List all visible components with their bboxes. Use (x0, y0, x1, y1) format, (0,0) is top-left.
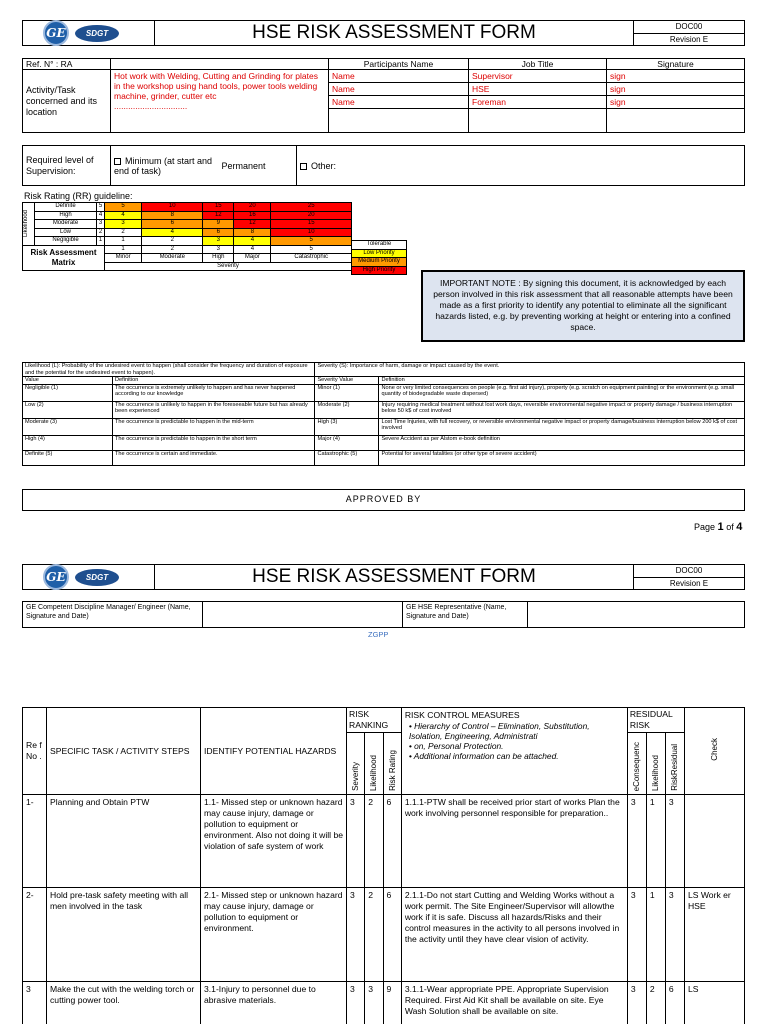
supervision-table (22, 145, 745, 186)
risk-table (22, 707, 745, 1024)
likelihood-row-label: Negligible (35, 237, 97, 246)
zgpp-text: ZGPP (368, 630, 389, 639)
revision: Revision E (669, 34, 709, 44)
matrix-cell: 3 (203, 237, 234, 246)
severity-definition: Severe Accident as per Alstom e-book definition (379, 435, 745, 450)
participant-sign[interactable] (607, 109, 745, 133)
severity-definition: Potential for several fatalities (or other type of severe accident) (379, 450, 745, 465)
control-bullet: • Additional information can be attached. (409, 751, 624, 761)
likelihood-definition: The occurrence is certain and immediate. (113, 450, 315, 465)
row-residual-risk: 3 (665, 888, 684, 982)
option-permanent-label: Permanent (221, 160, 266, 171)
row-residual-likelihood: 1 (646, 888, 665, 982)
manager-label: GE Competent Discipline Manager/ Engineer (Name, Signature and Date) (23, 602, 203, 628)
row-likelihood: 2 (365, 795, 383, 888)
row-control: 1.1.1-PTW shall be received prior start of works Plan the work involving personnel responsible for preparation.. (401, 795, 627, 888)
col-residual-risk: RiskResidual (670, 744, 680, 791)
page2-header (22, 564, 745, 590)
row-severity: 3 (347, 795, 365, 888)
likelihood-value: Moderate (3) (23, 418, 113, 435)
matrix-label: Risk Assessment Matrix (23, 245, 105, 271)
matrix-cell: 16 (234, 211, 271, 220)
col-severity-definition: Definition (379, 377, 745, 385)
participant-job[interactable]: Supervisor (469, 70, 607, 83)
matrix-cell: 5 (271, 237, 352, 246)
matrix-cell: 15 (271, 220, 352, 229)
ge-logo: GE (43, 20, 69, 46)
severity-number: 4 (234, 245, 271, 254)
matrix-cell: 20 (271, 211, 352, 220)
row-residual-likelihood: 1 (646, 795, 665, 888)
matrix-cell: 4 (142, 228, 203, 237)
option-minimum[interactable] (111, 146, 219, 186)
revision: Revision E (669, 578, 709, 588)
severity-number: 5 (271, 245, 352, 254)
manager-signature[interactable] (203, 602, 403, 628)
likelihood-row-number: 3 (97, 220, 105, 229)
row-risk-rating: 9 (383, 982, 401, 1024)
likelihood-row-number: 4 (97, 211, 105, 220)
hse-rep-signature[interactable] (528, 602, 745, 628)
matrix-cell: 4 (105, 211, 142, 220)
likelihood-row-number: 1 (97, 237, 105, 246)
severity-value: Catastrophic (5) (315, 450, 379, 465)
page1-header (22, 20, 745, 46)
ge-logo: GE (43, 564, 69, 590)
likelihood-value: Negligible (1) (23, 384, 113, 401)
participant-name[interactable] (329, 109, 469, 133)
likelihood-value: Definite (5) (23, 450, 113, 465)
matrix-cell: 2 (105, 228, 142, 237)
option-permanent[interactable] (219, 146, 297, 186)
severity-label: Minor (105, 254, 142, 263)
sdgt-logo: SDGT (75, 569, 119, 586)
row-task: Planning and Obtain PTW (47, 795, 201, 888)
col-severity: Severity (351, 762, 361, 791)
legend-tolerable: Tolerable (352, 241, 407, 250)
col-value: Value (23, 377, 113, 385)
sdgt-logo: SDGT (75, 25, 119, 42)
likelihood-row-label: Low (35, 228, 97, 237)
doc-box (634, 565, 744, 589)
row-ref: 3 (23, 982, 47, 1024)
matrix-cell: 3 (105, 220, 142, 229)
page-current: 1 (717, 521, 724, 533)
participant-job[interactable]: Foreman (469, 96, 607, 109)
col-consequence: eConsequenc (632, 741, 642, 791)
col-check: Check (709, 738, 719, 761)
supervision-label: Required level of Supervision: (23, 146, 111, 186)
severity-label: Major (234, 254, 271, 263)
option-other-label: Other: (311, 160, 337, 171)
row-control: 2.1.1-Do not start Cutting and Welding Works without a work permit. The Site Engineer/Supervisor will allowthe work if it is safe. Discuss all hazards/Risks and their control measures in the activity to all persons involved in the activity until they have clear vision of activity. (401, 888, 627, 982)
signature-header: Signature (607, 59, 745, 70)
row-check (684, 795, 744, 888)
col-controls (401, 708, 627, 795)
likelihood-definition: The occurrence is predictable to happen in the mid-term (113, 418, 315, 435)
col-risk-rating: Risk Rating (387, 750, 397, 791)
option-other[interactable] (297, 146, 745, 186)
col-ranking: RISK RANKING (347, 708, 402, 733)
page-number (694, 521, 742, 533)
participant-sign[interactable]: sign (607, 70, 745, 83)
row-risk-rating: 6 (383, 888, 401, 982)
matrix-cell: 6 (203, 228, 234, 237)
risk-matrix (22, 202, 352, 271)
page-total: 4 (736, 521, 743, 533)
likelihood-row-number: 5 (97, 203, 105, 212)
col-task: SPECIFIC TASK / ACTIVITY STEPS (47, 708, 201, 795)
likelihood-row-label: High (35, 211, 97, 220)
matrix-cell: 1 (105, 237, 142, 246)
severity-axis-label: Severity (105, 262, 352, 271)
row-ref: 1- (23, 795, 47, 888)
approval-table (22, 601, 745, 628)
matrix-cell: 10 (271, 228, 352, 237)
form-title: HSE RISK ASSESSMENT FORM (155, 565, 634, 589)
hse-rep-label: GE HSE Representative (Name, Signature and Date) (403, 602, 528, 628)
row-severity: 3 (347, 888, 365, 982)
legend-high-priority: High Priority (352, 266, 407, 275)
legend-low-priority: Low Priority (352, 249, 407, 258)
logo-area (23, 565, 155, 589)
likelihood-def-header: Likelihood (L): Probability of the undesired event to happen (shall consider the frequency and duration of exposure and the potential for the undesired event to happen). (23, 363, 315, 377)
participant-name[interactable]: Name (329, 83, 469, 96)
likelihood-value: Low (2) (23, 401, 113, 418)
severity-value: Moderate (2) (315, 401, 379, 418)
matrix-cell: 8 (142, 211, 203, 220)
likelihood-row-label: Definite (35, 203, 97, 212)
row-check: LS (684, 982, 744, 1024)
likelihood-definition: The occurrence is extremely unlikely to happen and has never happened according to our knowledge (113, 384, 315, 401)
matrix-cell: 25 (271, 203, 352, 212)
activity-description (111, 70, 329, 133)
participant-sign[interactable]: sign (607, 83, 745, 96)
row-ref: 2- (23, 888, 47, 982)
doc-number: DOC00 (634, 565, 744, 578)
priority-legend (351, 240, 407, 275)
checkbox[interactable] (114, 158, 121, 165)
severity-definition: Injury requiring medical treatment without lost work days, reversible environmental negative impact or property damage / business interruption below 50 k$ of cost involved (379, 401, 745, 418)
form-title: HSE RISK ASSESSMENT FORM (155, 21, 634, 45)
row-control: 3.1.1-Wear appropriate PPE. Appropriate Supervision Required. First Aid Kit shall be available on site. Eye Wash Solution shall be available on site. (401, 982, 627, 1024)
legend-medium-priority: Medium Priority (352, 258, 407, 267)
severity-number: 2 (142, 245, 203, 254)
row-task: Hold pre-task safety meeting with all men involved in the task (47, 888, 201, 982)
severity-value: Major (4) (315, 435, 379, 450)
severity-definition: Lost Time Injuries, with full recovery, or reversible environmental negative impact or property damage/business interruption below 200 k$ of cost involved (379, 418, 745, 435)
row-residual-risk: 3 (665, 795, 684, 888)
participants-table (22, 58, 745, 133)
row-task: Make the cut with the welding torch or cutting power tool. (47, 982, 201, 1024)
job-title-header: Job Title (469, 59, 607, 70)
row-severity: 3 (347, 982, 365, 1024)
participant-name[interactable]: Name (329, 70, 469, 83)
col-controls-title: RISK CONTROL MEASURES (404, 710, 520, 720)
col-residual-likelihood: Likelihood (651, 754, 661, 791)
row-consequence: 3 (627, 982, 646, 1024)
likelihood-definition: The occurrence is unlikely to happen in the foreseeable future but has already been experienced (113, 401, 315, 418)
definitions-table (22, 362, 745, 466)
ref-label: Ref. N° : RA (23, 59, 111, 70)
page-of: of (726, 522, 734, 532)
row-consequence: 3 (627, 888, 646, 982)
likelihood-value: High (4) (23, 435, 113, 450)
matrix-cell: 12 (234, 220, 271, 229)
activity-dots: ............................... (114, 101, 188, 111)
row-residual-risk: 6 (665, 982, 684, 1024)
severity-value: Minor (1) (315, 384, 379, 401)
matrix-cell: 10 (142, 203, 203, 212)
severity-label: Moderate (142, 254, 203, 263)
col-hazards: IDENTIFY POTENTIAL HAZARDS (201, 708, 347, 795)
participant-name[interactable]: Name (329, 96, 469, 109)
severity-definition: None or very limited consequences on people (e.g. first aid injury), property (e.g. scratch on equipment painting) or the environment (e.g. small quantity of biodegradable waste dispersed) (379, 384, 745, 401)
page-prefix: Page (694, 522, 716, 532)
severity-label: Catastrophic (271, 254, 352, 263)
logo-area (23, 21, 155, 45)
severity-label: High (203, 254, 234, 263)
col-ref: Re f No . (23, 708, 47, 795)
matrix-cell: 4 (234, 237, 271, 246)
row-likelihood: 2 (365, 888, 383, 982)
matrix-cell: 8 (234, 228, 271, 237)
severity-number: 3 (203, 245, 234, 254)
likelihood-definition: The occurrence is predictable to happen in the short term (113, 435, 315, 450)
participant-job[interactable] (469, 109, 607, 133)
matrix-cell: 15 (203, 203, 234, 212)
col-residual: RESIDUAL RISK (627, 708, 684, 733)
matrix-cell: 2 (142, 237, 203, 246)
matrix-cell: 6 (142, 220, 203, 229)
matrix-cell: 5 (105, 203, 142, 212)
activity-label: Activity/Task concerned and its location (23, 70, 111, 133)
row-consequence: 3 (627, 795, 646, 888)
participants-header: Participants Name (329, 59, 469, 70)
participant-sign[interactable]: sign (607, 96, 745, 109)
doc-box (634, 21, 744, 45)
severity-value: High (3) (315, 418, 379, 435)
row-hazard: 2.1- Missed step or unknown hazard may cause injury, damage or pollution to equipment or environment. (201, 888, 347, 982)
col-definition: Definition (113, 377, 315, 385)
important-note: IMPORTANT NOTE : By signing this document, it is acknowledged by each person involved in this risk assessment that all reasonable attempts have been made as a first priority to identify any potential to eliminate all the significant hazards listed, e.g. by preventing working at height or entering into a confined space. (421, 270, 745, 342)
matrix-cell: 9 (203, 220, 234, 229)
participant-job[interactable]: HSE (469, 83, 607, 96)
row-hazard: 3.1-Injury to personnel due to abrasive materials. (201, 982, 347, 1024)
option-minimum-label: Minimum (at start and end of task) (114, 155, 213, 176)
severity-number: 1 (105, 245, 142, 254)
checkbox[interactable] (300, 163, 307, 170)
doc-number: DOC00 (634, 21, 744, 34)
col-likelihood: Likelihood (369, 754, 379, 791)
row-residual-likelihood: 2 (646, 982, 665, 1024)
likelihood-row-label: Moderate (35, 220, 97, 229)
activity-text: Hot work with Welding, Cutting and Grinding for plates in the workshop using hand tools, power tools welding machine, grinder, cutter etc (114, 71, 318, 101)
row-likelihood: 3 (365, 982, 383, 1024)
row-hazard: 1.1- Missed step or unknown hazard may cause injury, damage or pollution to equipment or environment. Also not doing it will be violation of safe system of work (201, 795, 347, 888)
matrix-cell: 20 (234, 203, 271, 212)
rr-guideline: Risk Rating (RR) guideline: (24, 191, 133, 201)
matrix-cell: 12 (203, 211, 234, 220)
control-bullet: • Hierarchy of Control – Elimination, Substitution, Isolation, Engineering, Administrati (409, 721, 624, 741)
control-bullet: • on, Personal Protection. (409, 741, 624, 751)
likelihood-row-number: 2 (97, 228, 105, 237)
row-risk-rating: 6 (383, 795, 401, 888)
approved-by: APPROVED BY (22, 489, 745, 511)
col-severity-value: Severity Value (315, 377, 379, 385)
row-check: LS Work er HSE (684, 888, 744, 982)
likelihood-axis-label: Likelihood (23, 210, 29, 238)
severity-def-header: Severity (S): Importance of harm, damage or impact caused by the event. (315, 363, 745, 377)
